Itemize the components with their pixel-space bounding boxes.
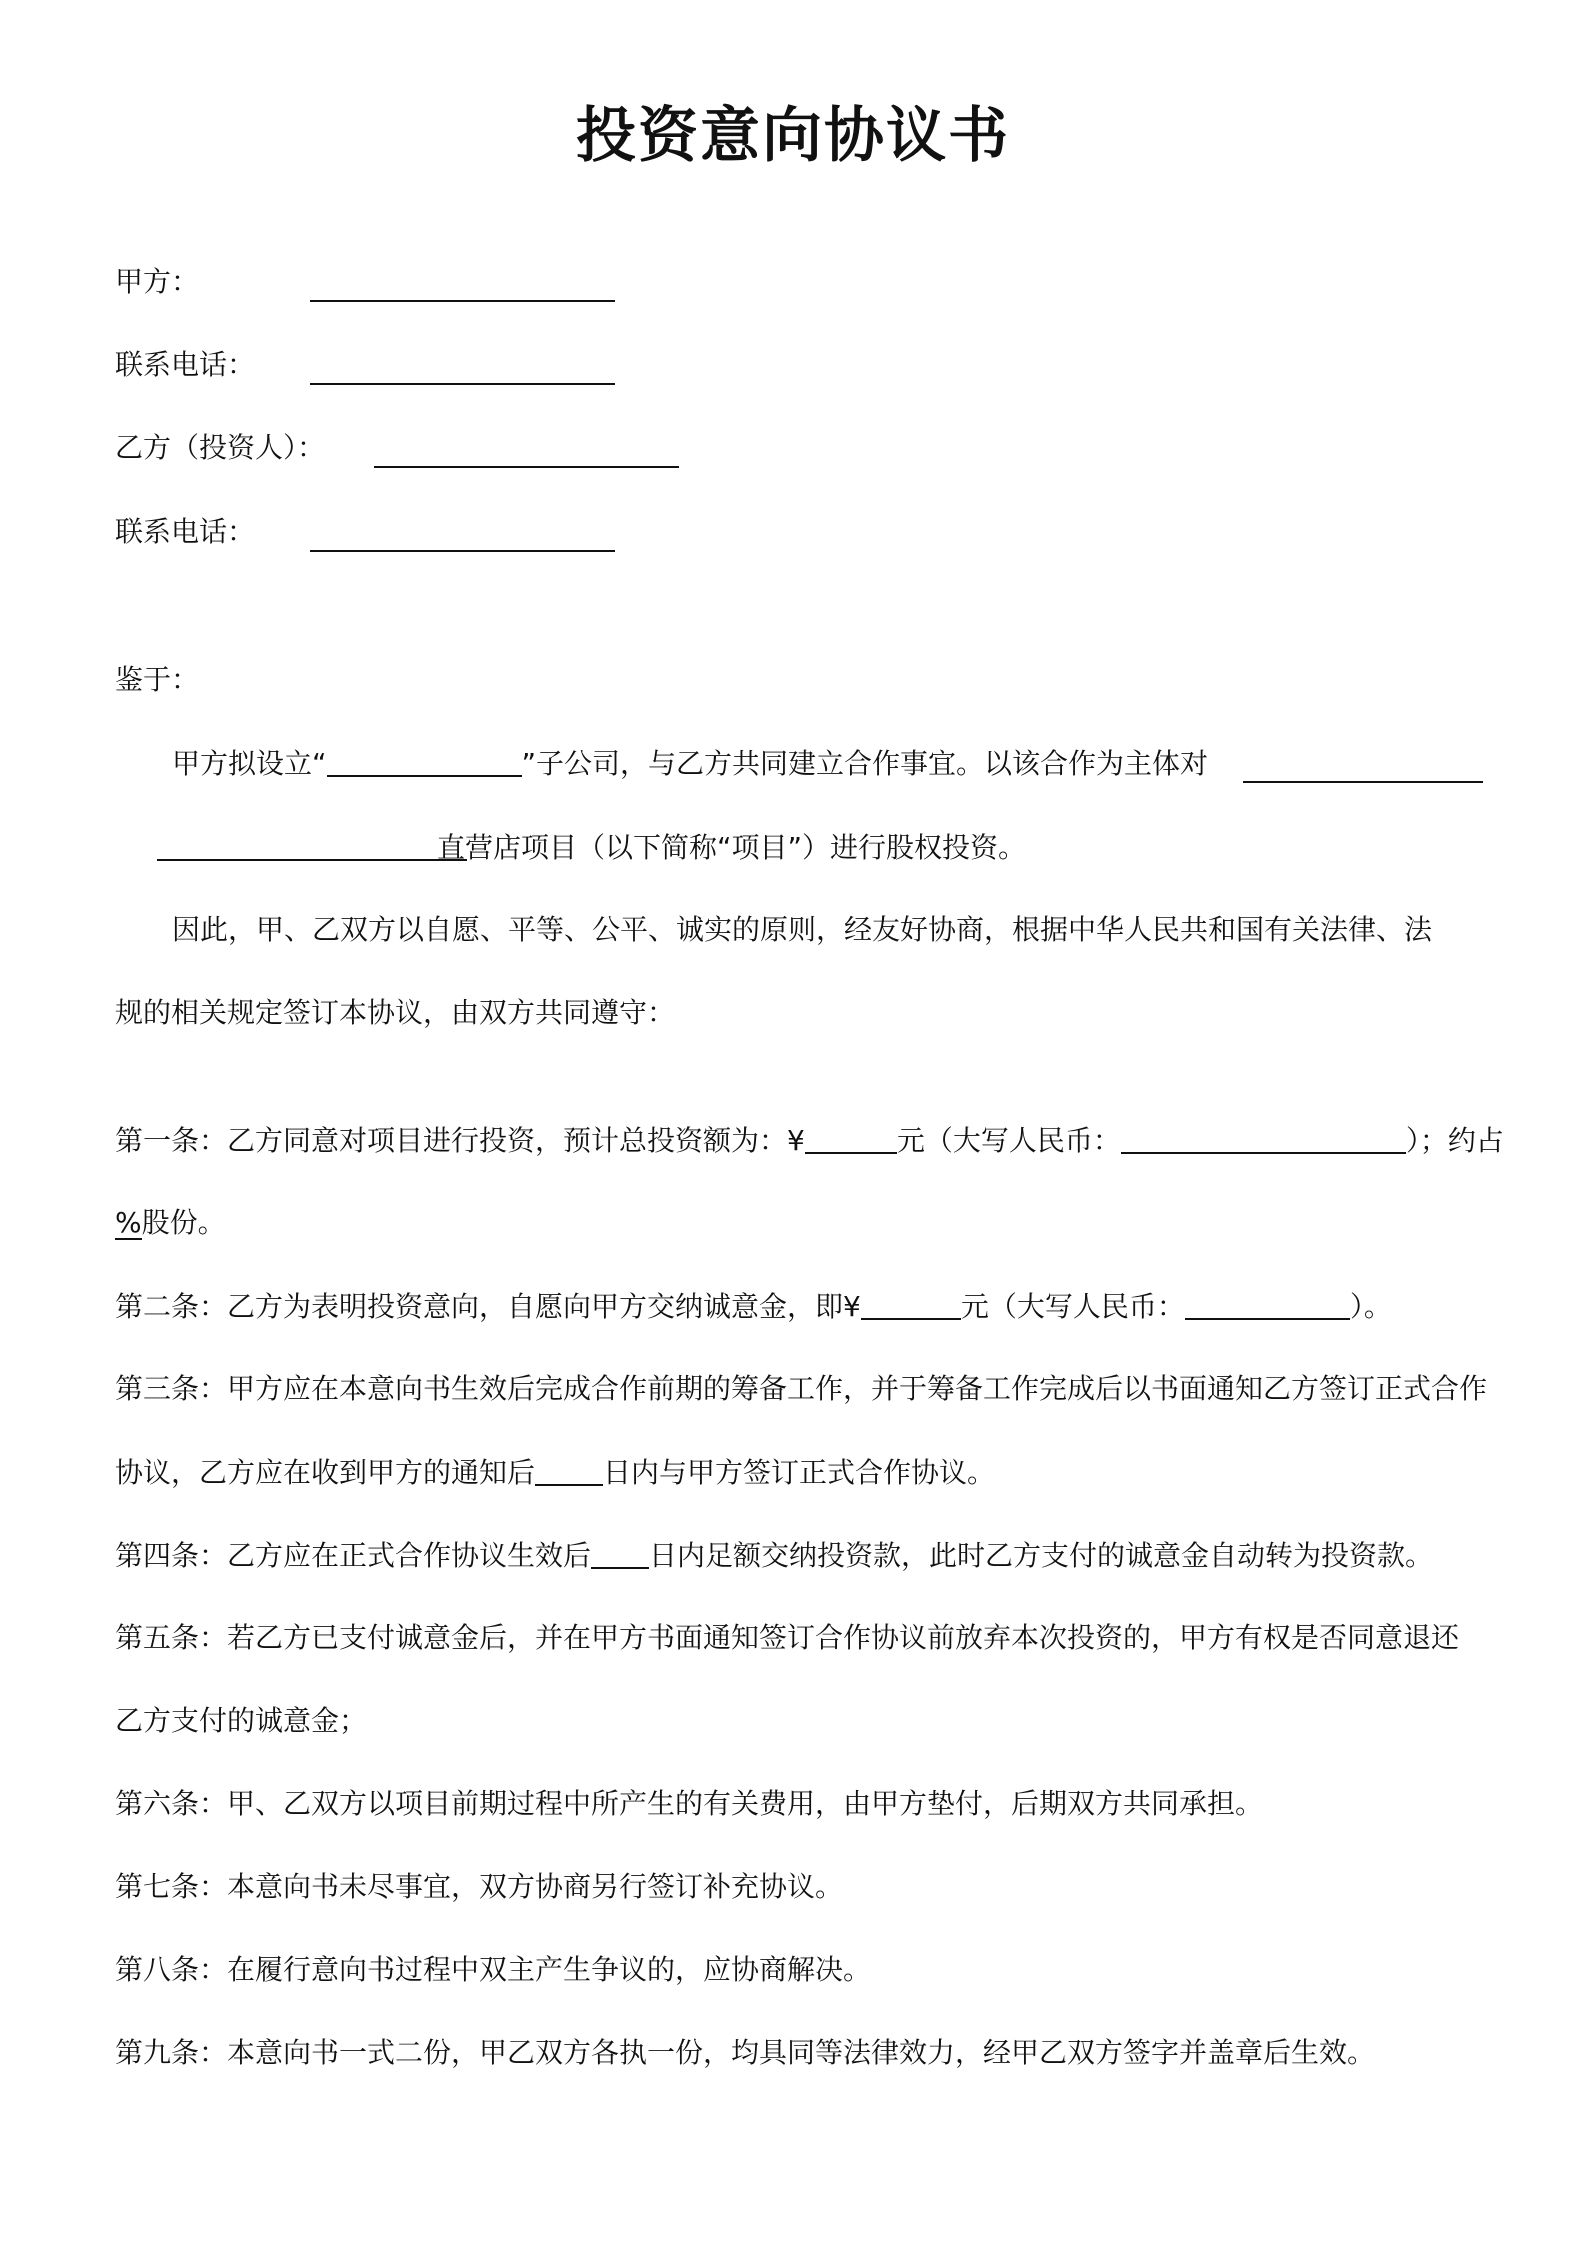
share-percent-blank: % xyxy=(115,1206,142,1239)
party-b-phone-blank xyxy=(310,518,615,552)
total-investment-blank xyxy=(805,1120,897,1154)
article-8-label: 第八条 xyxy=(115,1953,200,1986)
article-5-label: 第五条 xyxy=(115,1621,200,1654)
article-1: 第一条：乙方同意对项目进行投资，预计总投资额为：¥ 元（大写人民币： ）；约占 xyxy=(115,1120,1504,1161)
payment-days-blank xyxy=(591,1535,649,1569)
party-a-blank xyxy=(310,268,615,302)
article-6: 第六条：甲、乙双方以项目前期过程中所产生的有关费用，由甲方垫付，后期双方共同承担。 xyxy=(115,1787,1264,1820)
article-3-cont: 协议，乙方应在收到甲方的通知后 日内与甲方签订正式合作协议。 xyxy=(115,1452,995,1493)
document-title: 投资意向协议书 xyxy=(576,101,1010,171)
article-2-label: 第二条 xyxy=(115,1290,200,1323)
preamble-paragraph-1: 甲方拟设立“ ”子公司，与乙方共同建立合作事宜。以该合作为主体对 xyxy=(172,743,1208,784)
article-5-cont: 乙方支付的诚意金； xyxy=(115,1704,368,1737)
preamble-paragraph-2-cont: 规的相关规定签订本协议，由双方共同遵守： xyxy=(115,996,676,1029)
article-9-label: 第九条 xyxy=(115,2036,200,2069)
article-2: 第二条：乙方为表明投资意向，自愿向甲方交纳诚意金，即¥ 元（大写人民币： ）。 xyxy=(115,1286,1392,1327)
article-7: 第七条：本意向书未尽事宜，双方协商另行签订补充协议。 xyxy=(115,1870,844,1903)
sign-days-blank xyxy=(535,1452,603,1486)
article-9: 第九条：本意向书一式二份，甲乙双方各执一份，均具同等法律效力，经甲乙双方签字并盖章后生效。 xyxy=(115,2036,1376,2069)
whereas-heading: 鉴于： xyxy=(115,663,200,696)
preamble-paragraph-2: 因此，甲、乙双方以自愿、平等、公平、诚实的原则，经友好协商，根据中华人民共和国有关法律、法 xyxy=(172,913,1433,946)
preamble-paragraph-1-cont: 直营店项目（以下简称“项目”）进行股权投资。 xyxy=(157,827,1026,868)
party-a-row xyxy=(115,262,199,302)
article-8: 第八条：在履行意向书过程中双主产生争议的，应协商解决。 xyxy=(115,1953,872,1986)
party-b-blank xyxy=(374,434,679,468)
article-6-label: 第六条 xyxy=(115,1787,200,1820)
article-4-label: 第四条 xyxy=(115,1539,200,1572)
project-name-blank xyxy=(157,827,467,861)
article-3: 第三条：甲方应在本意向书生效后完成合作前期的筹备工作，并于筹备工作完成后以书面通知乙方签订正式合作 xyxy=(115,1372,1488,1405)
party-a-phone-label: 联系电话： xyxy=(115,348,256,381)
investment-uppercase-blank xyxy=(1121,1120,1406,1154)
project-target-blank xyxy=(1243,749,1483,783)
article-3-label: 第三条 xyxy=(115,1372,200,1405)
party-a-label: 甲方： xyxy=(115,265,200,298)
article-7-label: 第七条 xyxy=(115,1870,200,1903)
subsidiary-name-blank xyxy=(327,743,522,777)
party-b-phone-label: 联系电话： xyxy=(115,515,256,548)
party-b-phone-row xyxy=(115,512,255,552)
deposit-amount-blank xyxy=(861,1286,961,1320)
article-1-cont: %股份。 xyxy=(115,1206,226,1239)
article-5: 第五条：若乙方已支付诚意金后，并在甲方书面通知签订合作协议前放弃本次投资的，甲方有权是否同意退还 xyxy=(115,1621,1460,1654)
party-a-phone-row xyxy=(115,345,255,385)
article-1-label: 第一条 xyxy=(115,1124,200,1157)
deposit-uppercase-blank xyxy=(1185,1286,1350,1320)
party-b-label: 乙方（投资人）： xyxy=(115,431,326,464)
party-a-phone-blank xyxy=(310,351,615,385)
article-4: 第四条：乙方应在正式合作协议生效后 日内足额交纳投资款，此时乙方支付的诚意金自动转为投资款。 xyxy=(115,1535,1433,1576)
party-b-row xyxy=(115,428,325,468)
